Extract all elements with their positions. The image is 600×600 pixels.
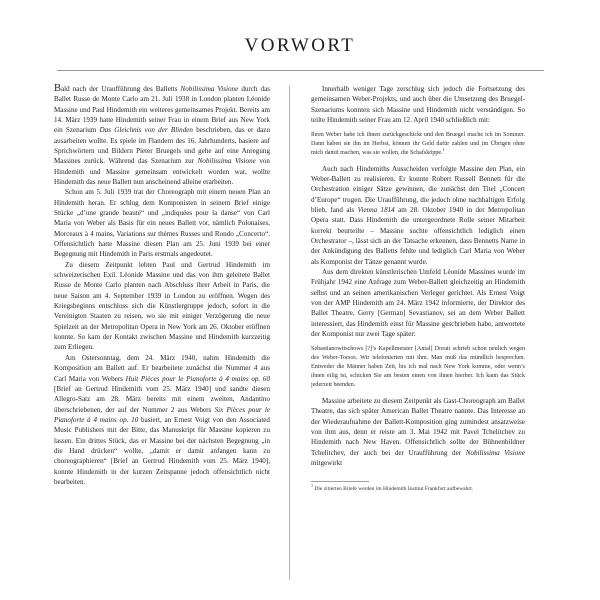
title-divider-rule (57, 70, 544, 71)
body-text-run: ald nach der Uraufführung des Balletts (61, 84, 181, 93)
italic-title-text: Nobilissima Visione (180, 84, 239, 93)
body-text-run: Am Ostersonntag, dem 24. März 1940, nahm Hindemith die Komposition am Ballett auf. Er bearbeitete zunächst die Nummer 4 aus Carl Maria von Webers (54, 353, 270, 383)
italic-title-text: Nobilissima Visione (197, 157, 256, 166)
block-quotation (311, 131, 525, 158)
body-paragraph (311, 267, 525, 339)
two-column-body (54, 84, 546, 592)
title-block (0, 0, 600, 71)
body-text-run: am 28. Oktober 1940 in der Metropolitan Opera statt. Dass Hindemith die untergeordnete Rolle seiner Mitarbeit korrekt beurteilte – Massine suchte offensichtlich lediglich einen Orchestrator –, lässt sich an der Tatsache erkennen, dass Bennetts Name in der Ankündigung des Balletts fehlte und lediglich Carl Maria von Weber als Komponist der Tänze genannt wurde. (311, 205, 525, 266)
footnote-area (311, 477, 525, 494)
footnote-separator-rule (311, 481, 369, 482)
body-paragraph (54, 187, 270, 259)
body-paragraph (311, 396, 525, 468)
block-quotation (311, 345, 525, 390)
footnote-body-text: Die zitierten Briefe werden im Hindemith Institut Frankfurt aufbewahrt. (313, 486, 474, 493)
body-text-run: von Hindemith und Massine gemeinsam entwickelt worden war, wollte Hindemith das neue Ballett nun anscheinend alleine erarbeiten. (54, 157, 270, 186)
footnote-reference-marker: 1 (442, 146, 445, 152)
body-text-run: beschrieben, das er dazu ausarbeiten wollte. Es spiele im Flandern des 16. Jahrhunderts, basiere auf Sprichwörtern und Bildern Pieter Bruegels und gehe auf eine Anregung Massines zurück. Während das Szenarium zur (54, 126, 270, 166)
body-paragraph (54, 84, 270, 187)
italic-title-text: Six Pièces pour le Pianoforte à 4 mains op. 10 (54, 405, 270, 424)
body-paragraph (54, 353, 270, 487)
body-text-run: Massine arbeitete zu diesem Zeitpunkt als Gast-Choreograph am Ballet Theatre, das sich später American Ballet Theatre nannte. Das Interesse an der Wiederaufnahme der Ballett-Komposition ging zumindest ansatzweise von ihm aus, denn er reiste am 3. Mai 1942 mit Pavel Tchelitchev zu Hindemith nach New Haven. Offensichtlich sollte der Bühnenbildner Tchelitchev, der auch bei der Uraufführung der (311, 396, 525, 457)
body-text-run: durch das Ballet Russe de Monte Carlo am 21. Juli 1938 in London planten Léonide Massine und Paul Hindemith ein weiteres gemeinsames Projekt. Bereits am 14. März 1939 hatte Hindemith seiner Frau in einem Brief aus New York ein Szenarium (54, 84, 270, 135)
body-text-run: basiert, an Ernest Voigt von den Associated Music Publishers mit der Bitte, das Manuskript für Massine kopieren zu lassen. Ein drittes Stück, das er Massine bei der nächsten Begegnung „in die Hand drücken“ wollte, „damit er damit anfangen kann zu choreographieren“ [Brief an Gertrud Hindemith vom 25. März 1940], konnte Hindemith in der kurzen Zeitspanne jedoch offensichtlich nicht bearbeiten. (54, 415, 270, 486)
footnote-text (311, 483, 525, 494)
page-title: VORWORT (244, 35, 356, 56)
column-divider-rule (289, 85, 290, 580)
italic-title-text: Vienna 1814 (357, 205, 395, 214)
body-text-run: Auch nach Hindemiths Ausscheiden verfolgte Massine den Plan, ein Weber-Ballett zu realisieren. Er konnte Robert Russell Bennett für die Orchestration einiger Sätze gewinnen, die zunächst den Titel „Concert d’Europe“ trugen. Die Uraufführung, die jedoch ohne nachhaltigen Erfolg blieb, fand als (311, 164, 525, 214)
italic-title-text: Das Gleichnis von der Blinden (99, 126, 193, 135)
right-column (299, 84, 525, 592)
body-text-run: Schon am 5. Juli 1939 trat der Choreograph mit einem neuen Plan an Hindemith heran. Er schlug dem Komponisten in seinem Brief einige Stücke „d’une grande beauté“ und „indiquées pour la danse“ von Carl Maria von Weber als Basis für ein neues Ballett vor, nämlich Polonaises, Morceaux à 4 mains, Variations sur thèmes Russes und Rondo „Concerto“. Offensichtlich hatte Massine diesen Plan am 25. Juni 1939 bei einer Begegnung mit Hindemith in Paris erstmals angedeutet. (54, 188, 270, 259)
body-text-run: Sebastianowitschows [?]’s Kapellmeister [Antal] Dorati schrieb schon neulich wegen des Weber-Torsos. Wir telefonierten mit ihm. Man muß das mündlich besprechen. Entweder die Männer haben Zeit, bis ich mal nach New York komme, oder wenn’s ihnen eilig ist, schicken Sie am besten einen von ihnen hierher. Ich kann das Stück jederzeit beenden. (311, 345, 525, 389)
italic-title-text: Nobilissima Visione (465, 448, 525, 457)
body-text-run: Aus dem direkten künstlerischen Umfeld Léonide Massines wurde im Frühjahr 1942 eine Anfrage zum Weber-Ballett gleichzeitig an Hindemith selbst und an seinen amerikanischen Verleger gerichtet. Als Ernest Voigt von der AMP Hindemith am 24. März 1942 informierte, der Direktor des Ballet Theatre, Gerry [German] Sevastianov, sei an dem Weber Ballett interessiert, das Hindemith einst für Massine geschrieben habe, antwortete der Komponist nur zwei Tage später: (311, 267, 525, 339)
body-paragraph (311, 164, 525, 267)
body-text-run: Zu diesem Zeitpunkt lebten Paul und Gertrud Hindemith im schweizerischen Exil. Léonide Massine und das von ihm geleitete Ballet Russe de Monte Carlo planten nach Abschluss ihrer Arbeit in Paris, die neue Saison am 4. September 1939 in London zu eröffnen. Wegen des Kriegsbeginns entschloss sich die Künstlergruppe jedoch, sofort in die Vereinigten Staaten zu reisen, wo sie mit einiger Verzögerung die neue Spielzeit an der Metropolitan Opera in New York am 26. Oktober eröffnen konnte. So kam der Kontakt zwischen Massine und Hindemith kurzzeitig zum Erliegen. (54, 260, 270, 352)
body-text-run: Innerhalb weniger Tage zerschlug sich jedoch die Fortsetzung des gemeinsamen Weber-Projekts, und auch über die Umsetzung des Bruegel-Szenariums konnten sich Massine und Hindemith nicht verständigen. So teilte Hindemith seiner Frau am 12. April 1940 schließlich mit: (311, 84, 525, 124)
footnote-number-marker: 1 (311, 483, 314, 489)
italic-title-text: Huit Pièces pour le Pianoforte à 4 mains op. 60 (125, 374, 270, 383)
drop-cap-initial: B (54, 82, 62, 94)
body-paragraph (54, 260, 270, 353)
body-text-run: [Brief an Gertrud Hindemith vom 25. März 1940] und sandte diesen Allegro-Satz am 28. März bereits mit einem zweiten, Andantino überschriebenen, der auf der Nummer 2 aus Webers (54, 384, 270, 414)
left-column (54, 84, 280, 592)
body-text-run: Ihren Weber habe ich ihnen zurückgeschickt und den Bruegel mache ich im Sommer. Dann haben sie ihn im Herbst, können ihr Geld dafür zahlen und im Übrigen ohne mich damit machen, was sie wollen, die Schafsköppe. (311, 131, 525, 156)
body-text-run: mitgewirkt (311, 458, 343, 467)
body-paragraph (311, 84, 525, 125)
